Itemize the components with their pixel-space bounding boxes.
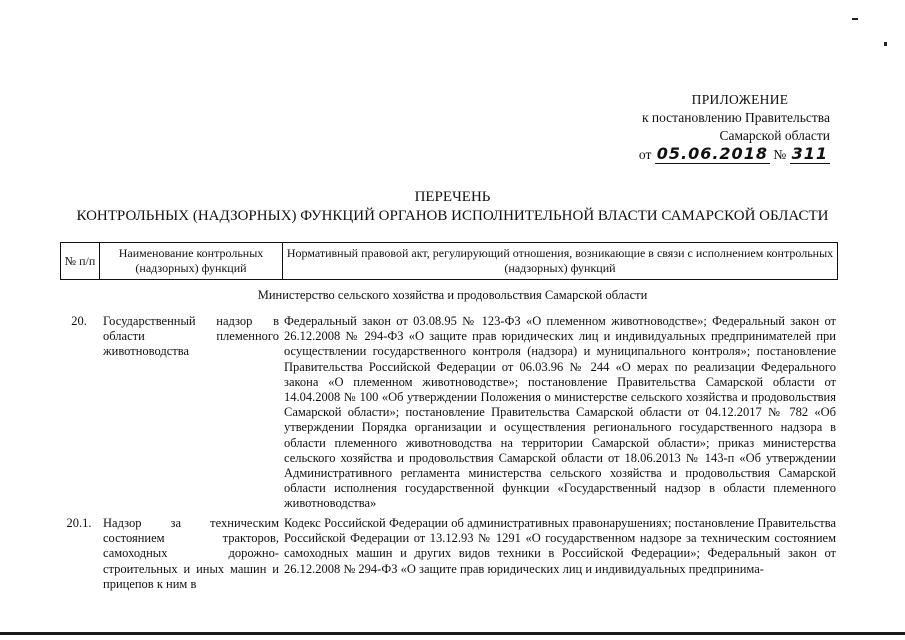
scan-mark [884, 42, 887, 46]
header-cell-function: Наименование контрольных (надзорных) функций [100, 243, 283, 279]
scan-bottom-edge [0, 632, 905, 635]
document-title [0, 188, 905, 226]
row-function: Государственный надзор в области племенного животноводства [103, 314, 279, 359]
title-line: КОНТРОЛЬНЫХ (НАДЗОРНЫХ) ФУНКЦИЙ ОРГАНОВ ИСПОЛНИТЕЛЬНОЙ ВЛАСТИ САМАРСКОЙ ОБЛАСТИ [76, 208, 829, 224]
appendix-line: Самарской области [719, 128, 830, 143]
row-number: 20.1. [66, 516, 92, 530]
handwritten-number: 311 [791, 144, 828, 163]
header-cell-number: № п/п [61, 243, 100, 279]
table-row [60, 516, 836, 628]
table-row [60, 314, 836, 511]
row-function: Надзор за техническим состоянием тракторов, самоходных дорожно-строительных и иных машин и прицепов к ним в [103, 516, 279, 591]
appendix-block [590, 91, 830, 164]
scan-mark [852, 18, 858, 20]
appendix-date-line [590, 145, 830, 164]
date-prefix: от [638, 147, 652, 162]
row-number: 20. [71, 314, 87, 328]
handwritten-date: 05.06.2018 [656, 144, 768, 163]
appendix-title: ПРИЛОЖЕНИЕ [691, 92, 789, 107]
title-line: ПЕРЕЧЕНЬ [414, 189, 491, 205]
number-prefix: № [773, 147, 787, 162]
appendix-line: к постановлению Правительства [641, 110, 830, 125]
header-cell-acts: Нормативный правовой акт, регулирующий отношения, возникающие в связи с исполнением контрольных (надзорных) функций [286, 246, 834, 275]
section-title: Министерство сельского хозяйства и продовольствия Самарской области [257, 288, 648, 302]
table-header [60, 242, 838, 280]
row-acts: Кодекс Российской Федерации об административных правонарушениях; постановление Правительства Российской Федерации от 13.12.93 № 1291 «О государственном надзоре за техническим состоянием самоходных машин и других видов техники в Российской Федерации»; Федеральный закон от 26.12.2008 № 294-ФЗ «О защите прав юридических лиц и индивидуальных предпринима- [284, 516, 836, 576]
row-acts: Федеральный закон от 03.08.95 № 123-ФЗ «О племенном животноводстве»; Федеральный закон от 26.12.2008 № 294-ФЗ «О защите прав юридических лиц и индивидуальных предпринимателей при осуществлении государственного контроля (надзора) и муниципального контроля»; постановление Правительства Российской Федерации от 06.03.96 № 244 «О мерах по реализации Федерального закона «О племенном животноводстве»; постановление Правительства Самарской области от 14.04.2008 № 100 «Об утверждении Положения о министерстве сельского хозяйства и продовольствия Самарской области»; постановление Правительства Самарской области от 04.12.2017 № 782 «Об утверждении Порядка организации и осуществления регионального государственного надзора в области племенного животноводства на территории Самарской области»; приказ министерства сельского хозяйства и продовольствия Самарской области от 18.06.2013 № 143-п «Об утверждении Административного регламента министерства сельского хозяйства и продовольствия Самарской области исполнения государственной функции «Государственный надзор в области племенного животноводства» [284, 314, 836, 511]
